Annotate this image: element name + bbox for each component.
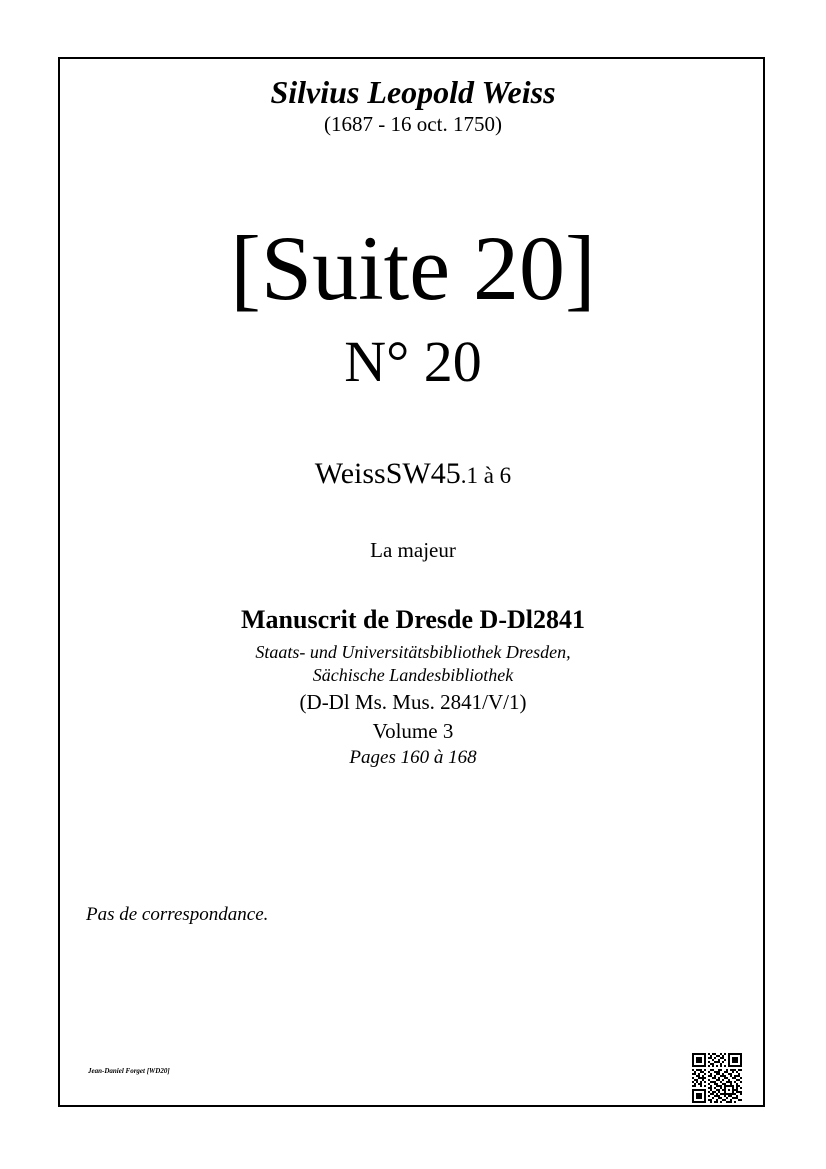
- composer-name: Silvius Leopold Weiss: [270, 74, 556, 110]
- catalog-suffix: .1 à 6: [460, 463, 512, 488]
- qr-code-icon: [692, 1053, 742, 1103]
- work-number: N° 20: [344, 329, 482, 394]
- shelfmark: (D-Dl Ms. Mus. 2841/V/1): [299, 690, 527, 714]
- catalog-main: WeissSW45: [314, 457, 461, 490]
- catalog-number: [0, 459, 826, 489]
- footer-credit: Jean-Daniel Forget [WD20]: [88, 1067, 170, 1075]
- page-border: [58, 57, 765, 1107]
- work-title: [Suite 20]: [230, 217, 596, 319]
- manuscript-title: Manuscrit de Dresde D-Dl2841: [241, 605, 585, 634]
- volume-label: Volume 3: [372, 719, 454, 743]
- correspondence-note: Pas de correspondance.: [86, 904, 269, 925]
- key-signature: La majeur: [370, 538, 456, 562]
- page-range: Pages 160 à 168: [349, 747, 477, 768]
- composer-dates: (1687 - 16 oct. 1750): [324, 112, 502, 136]
- library-name-line1: Staats- und Universitätsbibliothek Dresden,: [255, 642, 571, 662]
- library-name-line2: Sächische Landesbibliothek: [312, 665, 514, 685]
